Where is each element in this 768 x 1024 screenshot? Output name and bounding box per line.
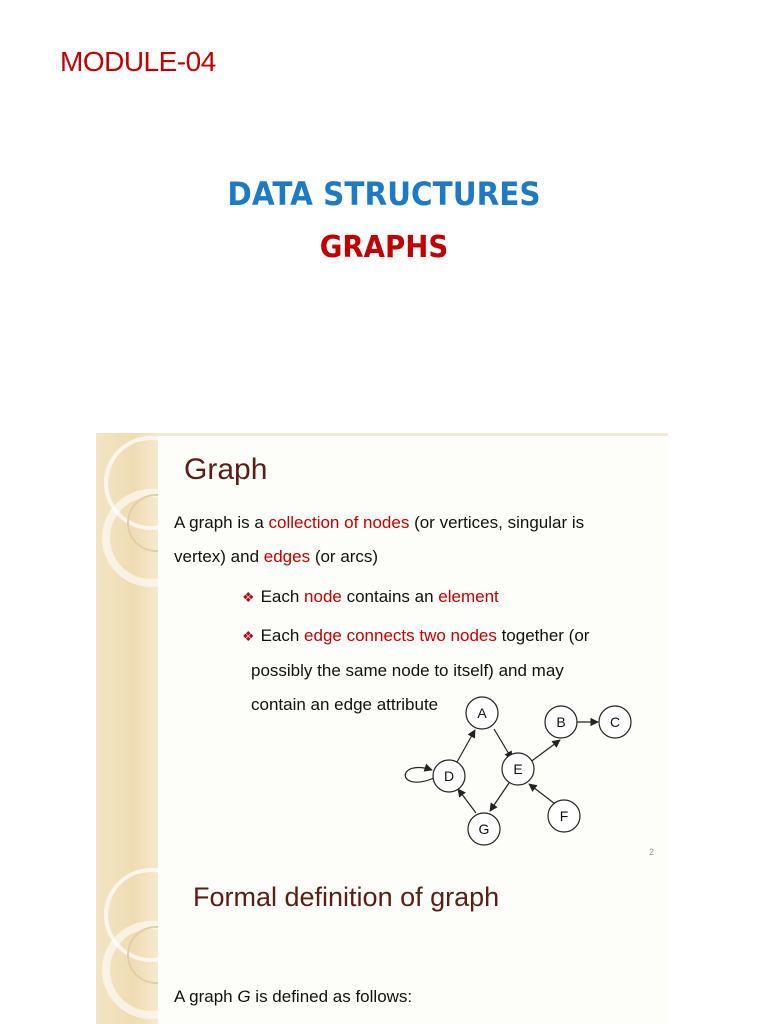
graph-node-g bbox=[468, 813, 500, 845]
page-number: 2 bbox=[648, 847, 654, 857]
slide-heading: Formal definition of graph bbox=[193, 882, 500, 912]
diamond-bullet-icon: ❖ bbox=[242, 589, 255, 605]
module-label: MODULE-04 bbox=[60, 46, 216, 77]
svg-text:C: C bbox=[609, 714, 621, 730]
bullet-text: Each bbox=[260, 626, 305, 645]
svg-text:G: G bbox=[478, 821, 490, 837]
bullet-edge-line-3: contain an edge attribute bbox=[251, 695, 439, 714]
decorative-sidebar bbox=[96, 433, 158, 865]
graph-diagram bbox=[396, 688, 646, 848]
intro-text: (or vertices, singular is bbox=[409, 513, 585, 532]
graph-node-f bbox=[548, 800, 580, 832]
decorative-sidebar bbox=[96, 865, 158, 1024]
bullet-highlight: element bbox=[438, 587, 499, 606]
edge-e-b bbox=[529, 740, 560, 763]
intro-line-1 bbox=[174, 513, 584, 533]
intro-text: (or arcs) bbox=[310, 547, 379, 566]
svg-text:D: D bbox=[443, 768, 455, 784]
bullet-highlight: edge connects two nodes bbox=[304, 626, 497, 645]
graph-node-a bbox=[466, 697, 498, 729]
svg-text:E: E bbox=[513, 761, 523, 777]
title-graphs: GRAPHS bbox=[319, 230, 449, 265]
edge-d-d bbox=[405, 768, 434, 783]
diamond-bullet-icon: ❖ bbox=[242, 628, 255, 644]
definition-text-part: is defined as follows: bbox=[250, 987, 413, 1006]
bullet-edge-line-2: possibly the same node to itself) and may bbox=[251, 661, 564, 680]
slide-graph bbox=[96, 433, 668, 865]
intro-highlight-edges: edges bbox=[263, 547, 311, 566]
bullet-text: contains an bbox=[341, 587, 439, 606]
svg-text:F: F bbox=[559, 808, 569, 824]
svg-text:B: B bbox=[556, 714, 566, 730]
intro-text: A graph is a bbox=[174, 513, 269, 532]
intro-text: vertex) and bbox=[174, 547, 264, 566]
definition-text-part: A graph bbox=[174, 987, 238, 1006]
definition-variable: G bbox=[237, 987, 251, 1006]
bullet-node bbox=[242, 587, 499, 607]
graph-node-e bbox=[502, 753, 534, 785]
graph-node-b bbox=[545, 706, 577, 738]
slide-top-border bbox=[158, 433, 668, 436]
bullet-text: together (or bbox=[496, 626, 590, 645]
intro-highlight-nodes: collection of nodes bbox=[268, 513, 410, 532]
slide-heading: Graph bbox=[184, 453, 268, 486]
edge-g-d bbox=[458, 789, 476, 813]
bullet-highlight: node bbox=[304, 587, 342, 606]
slide-formal-definition bbox=[96, 865, 668, 1024]
bullet-text: Each bbox=[260, 587, 305, 606]
edge-a-e bbox=[494, 729, 512, 759]
graph-node-d bbox=[433, 760, 465, 792]
bullet-edge bbox=[242, 626, 589, 646]
edge-d-a bbox=[457, 730, 475, 762]
title-data-structures: DATA STRUCTURES bbox=[227, 175, 541, 213]
definition-text bbox=[174, 987, 412, 1007]
edge-e-g bbox=[490, 783, 509, 811]
intro-line-2 bbox=[174, 547, 378, 567]
svg-text:A: A bbox=[477, 705, 487, 721]
graph-node-c bbox=[599, 706, 631, 738]
